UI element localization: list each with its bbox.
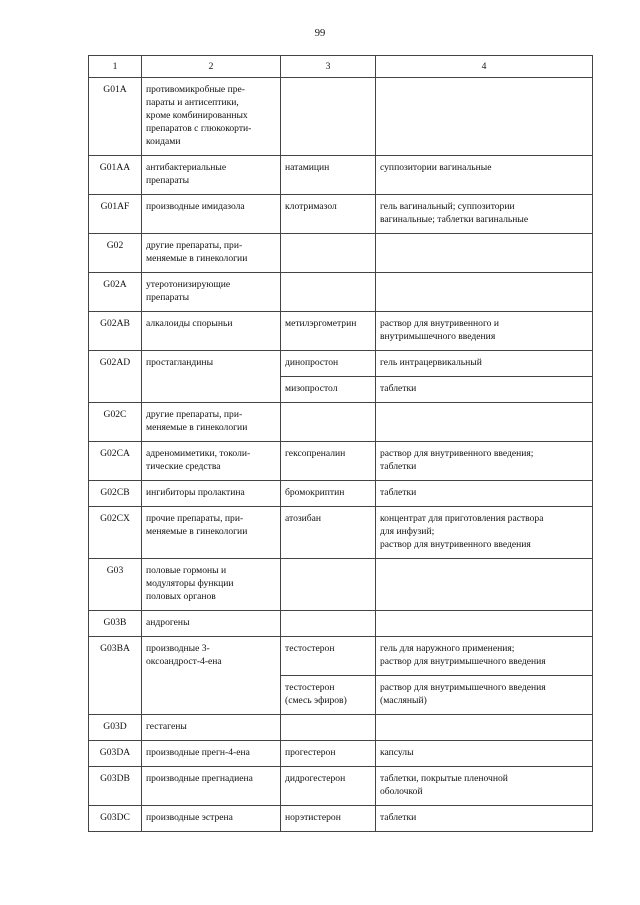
dosage-form-cell-line: гель вагинальный; суппозитории bbox=[380, 201, 515, 212]
dosage-form-cell bbox=[376, 741, 593, 767]
drug-name-cell-line: тестостерон bbox=[285, 643, 335, 654]
group-name-cell-line: меняемые в гинекологии bbox=[146, 422, 248, 433]
group-name-cell-line: производные прегн-4-ена bbox=[146, 747, 250, 758]
drug-name-cell-line: бромокриптин bbox=[285, 487, 345, 498]
group-name-cell-line: гестагены bbox=[146, 721, 187, 732]
atc-code-cell: G03DB bbox=[89, 767, 142, 806]
dosage-form-cell-line: раствор для внутривенного введения bbox=[380, 539, 531, 550]
drug-name-cell bbox=[281, 78, 376, 156]
group-name-cell-line: меняемые в гинекологии bbox=[146, 526, 248, 537]
column-header-4: 4 bbox=[376, 56, 593, 78]
dosage-form-cell-line: таблетки, покрытые пленочной bbox=[380, 773, 508, 784]
group-name-cell-line: прочие препараты, при- bbox=[146, 513, 244, 524]
atc-code-cell: G02CB bbox=[89, 481, 142, 507]
group-name-cell-line: модуляторы функции bbox=[146, 578, 234, 589]
atc-code-cell: G02 bbox=[89, 234, 142, 273]
drug-name-cell bbox=[281, 559, 376, 611]
group-name-cell bbox=[142, 767, 281, 806]
group-name-cell bbox=[142, 481, 281, 507]
dosage-form-cell-line: гель для наружного применения; bbox=[380, 643, 515, 654]
dosage-form-cell bbox=[376, 676, 593, 715]
atc-code-cell: G03D bbox=[89, 715, 142, 741]
group-name-cell-line: оксоандрост-4-ена bbox=[146, 656, 222, 667]
group-name-cell-line: адреномиметики, токоли- bbox=[146, 448, 251, 459]
drug-name-cell bbox=[281, 481, 376, 507]
dosage-form-cell bbox=[376, 234, 593, 273]
dosage-form-cell bbox=[376, 156, 593, 195]
group-name-cell-line: производные имидазола bbox=[146, 201, 245, 212]
group-name-cell-line: тические средства bbox=[146, 461, 221, 472]
drug-name-cell bbox=[281, 273, 376, 312]
group-name-cell-line: простагландины bbox=[146, 357, 214, 368]
group-name-cell-line: препараты bbox=[146, 175, 190, 186]
table-row bbox=[89, 637, 593, 676]
dosage-form-cell bbox=[376, 195, 593, 234]
table-row bbox=[89, 767, 593, 806]
drug-name-cell bbox=[281, 312, 376, 351]
column-header-2: 2 bbox=[142, 56, 281, 78]
dosage-form-cell bbox=[376, 442, 593, 481]
table-row bbox=[89, 806, 593, 832]
atc-code-cell: G03B bbox=[89, 611, 142, 637]
group-name-cell bbox=[142, 637, 281, 715]
drug-name-cell bbox=[281, 637, 376, 676]
dosage-form-cell bbox=[376, 637, 593, 676]
drug-name-cell bbox=[281, 377, 376, 403]
group-name-cell-line: другие препараты, при- bbox=[146, 240, 243, 251]
dosage-form-cell bbox=[376, 767, 593, 806]
group-name-cell bbox=[142, 741, 281, 767]
dosage-form-cell-line: концентрат для приготовления раствора bbox=[380, 513, 544, 524]
drug-name-cell bbox=[281, 767, 376, 806]
dosage-form-cell-line: таблетки bbox=[380, 487, 417, 498]
table-row bbox=[89, 403, 593, 442]
group-name-cell-line: противомикробные пре- bbox=[146, 84, 245, 95]
drug-name-cell bbox=[281, 507, 376, 559]
page-number: 99 bbox=[314, 28, 326, 39]
drug-name-cell-line: мизопростол bbox=[285, 383, 338, 394]
atc-code-cell: G03BA bbox=[89, 637, 142, 715]
group-name-cell-line: другие препараты, при- bbox=[146, 409, 243, 420]
table-row bbox=[89, 741, 593, 767]
group-name-cell-line: меняемые в гинекологии bbox=[146, 253, 248, 264]
drug-name-cell-line: динопростон bbox=[285, 357, 339, 368]
atc-code-cell: G02CA bbox=[89, 442, 142, 481]
dosage-form-cell-line: раствор для внутривенного и bbox=[380, 318, 499, 329]
drug-name-cell-line: атозибан bbox=[285, 513, 322, 524]
group-name-cell-line: кроме комбинированных bbox=[146, 110, 248, 121]
dosage-form-cell-line: суппозитории вагинальные bbox=[380, 162, 492, 173]
drug-name-cell-line: дидрогестерон bbox=[285, 773, 346, 784]
group-name-cell-line: параты и антисептики, bbox=[146, 97, 239, 108]
group-name-cell-line: андрогены bbox=[146, 617, 190, 628]
table-row bbox=[89, 442, 593, 481]
atc-code-cell: G03 bbox=[89, 559, 142, 611]
table-row bbox=[89, 611, 593, 637]
dosage-form-cell bbox=[376, 78, 593, 156]
drug-name-cell-line: норэтистерон bbox=[285, 812, 341, 823]
group-name-cell-line: производные эстрена bbox=[146, 812, 233, 823]
table-row bbox=[89, 78, 593, 156]
dosage-form-cell bbox=[376, 806, 593, 832]
atc-code-cell: G02CX bbox=[89, 507, 142, 559]
dosage-form-cell-line: раствор для внутримышечного введения bbox=[380, 656, 546, 667]
group-name-cell bbox=[142, 78, 281, 156]
table-row bbox=[89, 715, 593, 741]
group-name-cell bbox=[142, 715, 281, 741]
dosage-form-cell-line: таблетки bbox=[380, 461, 417, 472]
atc-code-cell: G03DC bbox=[89, 806, 142, 832]
drug-name-cell-line: натамицин bbox=[285, 162, 330, 173]
drug-name-cell bbox=[281, 715, 376, 741]
table-row bbox=[89, 312, 593, 351]
atc-code-cell: G02AD bbox=[89, 351, 142, 403]
dosage-form-cell-line: гель интрацервикальный bbox=[380, 357, 482, 368]
dosage-form-cell bbox=[376, 481, 593, 507]
group-name-cell bbox=[142, 403, 281, 442]
drug-name-cell bbox=[281, 234, 376, 273]
table-row bbox=[89, 481, 593, 507]
atc-code-cell: G03DA bbox=[89, 741, 142, 767]
dosage-form-cell-line: внутримышечного введения bbox=[380, 331, 496, 342]
drug-name-cell bbox=[281, 611, 376, 637]
group-name-cell bbox=[142, 507, 281, 559]
group-name-cell bbox=[142, 611, 281, 637]
table-row bbox=[89, 273, 593, 312]
dosage-form-cell bbox=[376, 507, 593, 559]
drug-name-cell-line: метилэргометрин bbox=[285, 318, 357, 329]
group-name-cell-line: производные прегнадиена bbox=[146, 773, 253, 784]
column-header-3: 3 bbox=[281, 56, 376, 78]
table-row bbox=[89, 351, 593, 377]
group-name-cell-line: половых органов bbox=[146, 591, 216, 602]
drug-name-cell-line: (смесь эфиров) bbox=[285, 695, 347, 706]
group-name-cell-line: производные 3- bbox=[146, 643, 210, 654]
group-name-cell-line: утеротонизирующие bbox=[146, 279, 231, 290]
table-row bbox=[89, 507, 593, 559]
dosage-form-cell-line: для инфузий; bbox=[380, 526, 435, 537]
group-name-cell-line: антибактериальные bbox=[146, 162, 227, 173]
table-row bbox=[89, 559, 593, 611]
group-name-cell bbox=[142, 234, 281, 273]
drug-name-cell bbox=[281, 351, 376, 377]
group-name-cell-line: алкалоиды спорыньи bbox=[146, 318, 233, 329]
table-row bbox=[89, 234, 593, 273]
atc-code-cell: G01AF bbox=[89, 195, 142, 234]
group-name-cell bbox=[142, 559, 281, 611]
group-name-cell bbox=[142, 806, 281, 832]
group-name-cell bbox=[142, 195, 281, 234]
drug-name-cell-line: гексопреналин bbox=[285, 448, 346, 459]
drug-name-cell bbox=[281, 195, 376, 234]
table-row bbox=[89, 156, 593, 195]
dosage-form-cell bbox=[376, 403, 593, 442]
atc-code-cell: G02AB bbox=[89, 312, 142, 351]
table-body bbox=[89, 78, 593, 832]
column-header-1: 1 bbox=[89, 56, 142, 78]
dosage-form-cell bbox=[376, 559, 593, 611]
dosage-form-cell-line: вагинальные; таблетки вагинальные bbox=[380, 214, 529, 225]
dosage-form-cell bbox=[376, 312, 593, 351]
drug-name-cell-line: клотримазол bbox=[285, 201, 337, 212]
group-name-cell-line: половые гормоны и bbox=[146, 565, 227, 576]
table-row bbox=[89, 195, 593, 234]
dosage-form-cell bbox=[376, 351, 593, 377]
group-name-cell-line: препараты bbox=[146, 292, 190, 303]
dosage-form-cell-line: раствор для внутривенного введения; bbox=[380, 448, 534, 459]
group-name-cell-line: коидами bbox=[146, 136, 181, 147]
drug-name-cell bbox=[281, 442, 376, 481]
group-name-cell-line: ингибиторы пролактина bbox=[146, 487, 245, 498]
dosage-form-cell-line: таблетки bbox=[380, 383, 417, 394]
dosage-form-cell-line: раствор для внутримышечного введения bbox=[380, 682, 546, 693]
atc-code-cell: G01AA bbox=[89, 156, 142, 195]
dosage-form-cell-line: оболочкой bbox=[380, 786, 423, 797]
dosage-form-cell bbox=[376, 611, 593, 637]
dosage-form-cell bbox=[376, 377, 593, 403]
drug-name-cell-line: тестостерон bbox=[285, 682, 335, 693]
drug-name-cell bbox=[281, 741, 376, 767]
dosage-form-cell-line: капсулы bbox=[380, 747, 414, 758]
drug-classification-table bbox=[88, 55, 593, 832]
atc-code-cell: G01A bbox=[89, 78, 142, 156]
drug-name-cell-line: прогестерон bbox=[285, 747, 336, 758]
atc-code-cell: G02C bbox=[89, 403, 142, 442]
drug-name-cell bbox=[281, 403, 376, 442]
group-name-cell bbox=[142, 312, 281, 351]
table-header-row bbox=[89, 56, 593, 78]
group-name-cell bbox=[142, 273, 281, 312]
drug-name-cell bbox=[281, 676, 376, 715]
group-name-cell bbox=[142, 156, 281, 195]
drug-name-cell bbox=[281, 806, 376, 832]
group-name-cell-line: препаратов с глюкокорти- bbox=[146, 123, 252, 134]
group-name-cell bbox=[142, 442, 281, 481]
atc-code-cell: G02A bbox=[89, 273, 142, 312]
drug-name-cell bbox=[281, 156, 376, 195]
dosage-form-cell-line: (масляный) bbox=[380, 695, 427, 706]
group-name-cell bbox=[142, 351, 281, 403]
dosage-form-cell bbox=[376, 715, 593, 741]
dosage-form-cell bbox=[376, 273, 593, 312]
dosage-form-cell-line: таблетки bbox=[380, 812, 417, 823]
